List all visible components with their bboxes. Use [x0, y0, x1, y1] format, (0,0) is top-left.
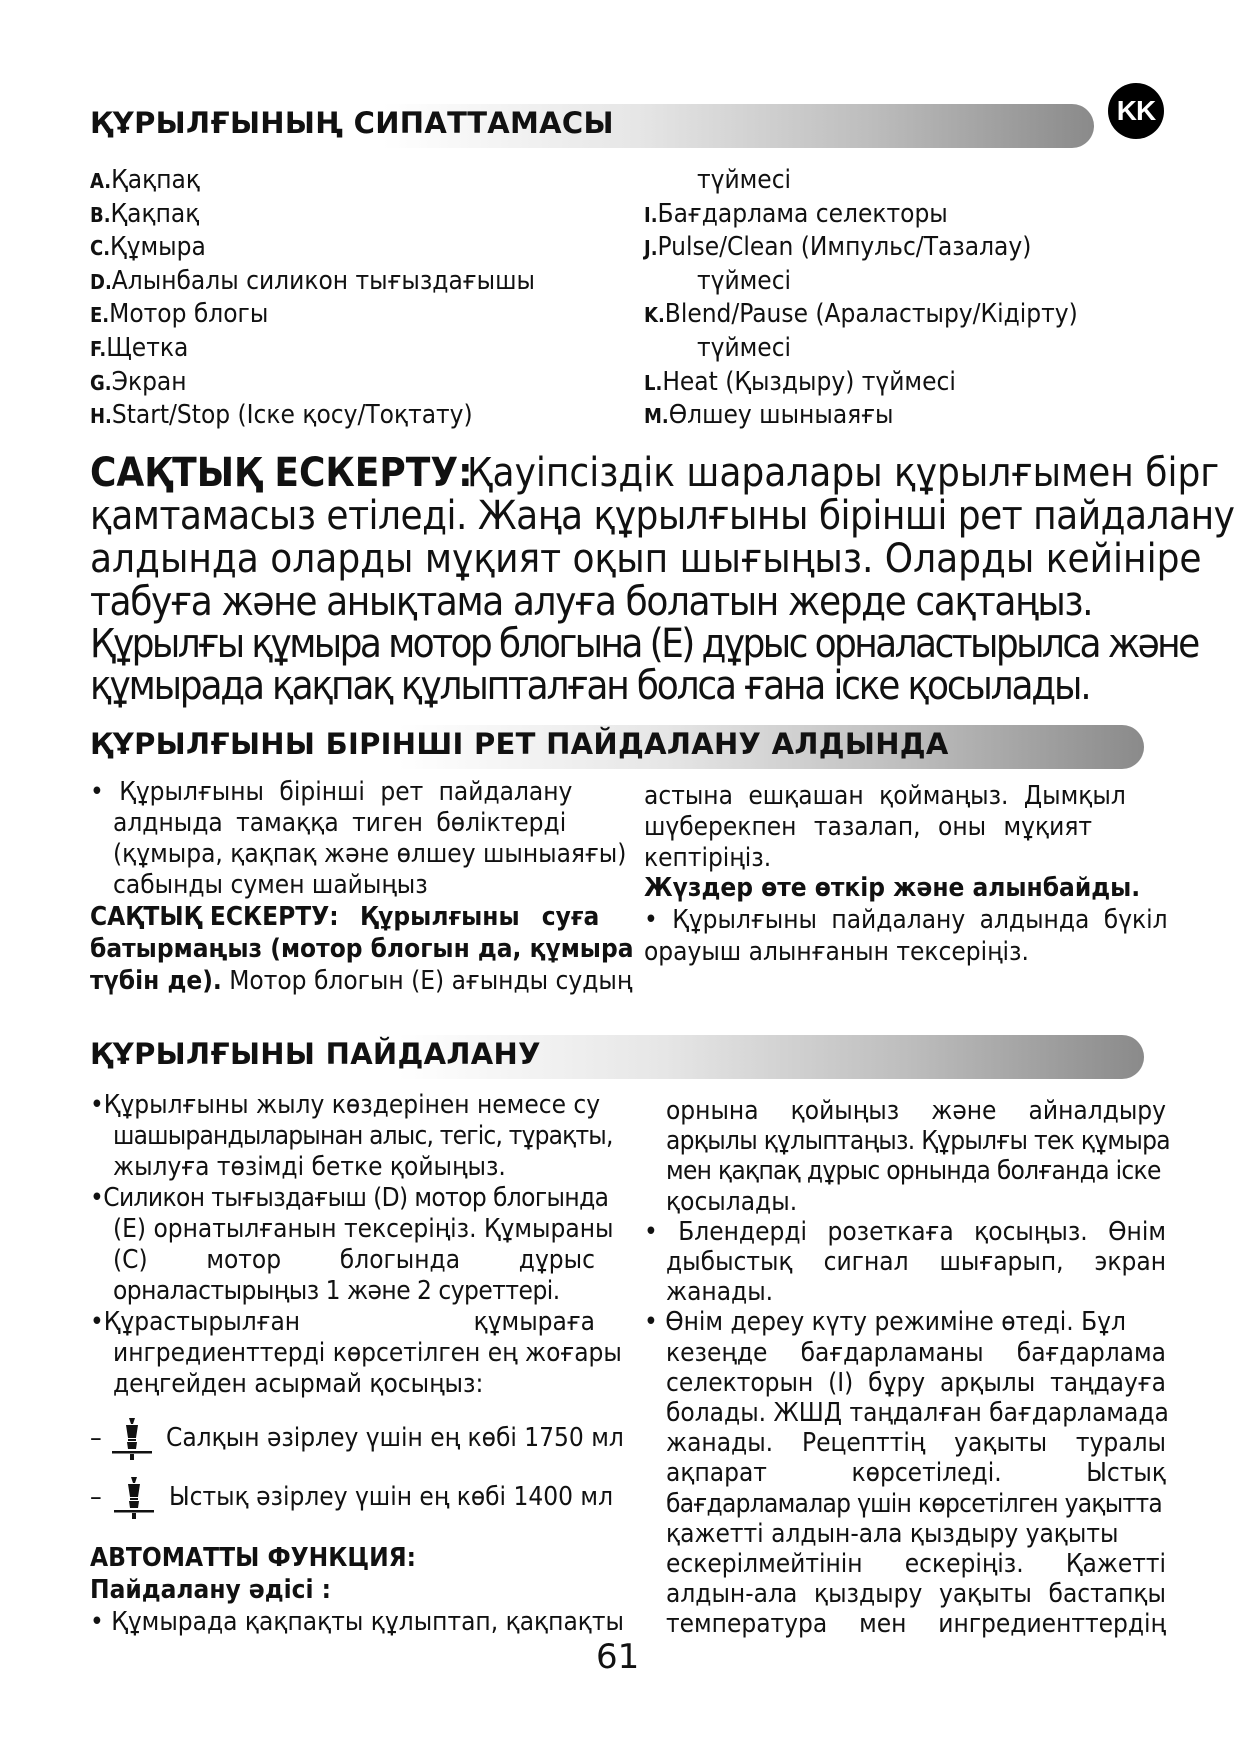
parts-list-item	[90, 367, 187, 398]
text-line: қосылады.	[666, 1186, 798, 1217]
text-line: кептіріңіз.	[644, 843, 772, 873]
parts-list-item	[697, 266, 791, 296]
part-name: Heat (Қыздыру) түймесі	[662, 366, 956, 397]
part-name: түймесі	[697, 265, 792, 296]
part-letter: B.	[90, 202, 111, 227]
parts-list-item	[644, 299, 1078, 330]
page-number: 61	[596, 1637, 640, 1677]
text-line: жылуға төзімді бетке қойыңыз.	[113, 1152, 506, 1182]
warning-line: табуға және анықтама алуға болатын жерде сақтаңыз.	[90, 579, 1093, 625]
part-name: түймесі	[697, 333, 792, 363]
dash: –	[90, 1482, 102, 1512]
part-name: Қақпақ	[111, 165, 200, 195]
text-line: • Өнім дереу күту режиміне өтеді. Бұл	[644, 1307, 1126, 1338]
bold-text: түбін де).	[90, 966, 222, 996]
hot-capacity-text: Ыстық әзірлеу үшін ең көбі 1400 мл	[169, 1482, 614, 1512]
text-line: орнына қойыңыз және айналдыру	[666, 1096, 1166, 1126]
part-letter: L.	[644, 370, 663, 395]
text-line: • Блендерді розеткаға қосыңыз. Өнім	[644, 1216, 1166, 1247]
parts-list-item	[90, 199, 199, 230]
parts-list-item	[90, 232, 206, 263]
dash: –	[90, 1423, 102, 1453]
part-letter: M.	[644, 404, 669, 429]
language-badge: KK	[1108, 83, 1164, 139]
text-line: мен қақпақ дұрыс орнында болғанда іске	[666, 1156, 1161, 1187]
warning-label: САҚТЫҚ ЕСКЕРТУ:	[90, 450, 473, 496]
section-title-using-device: ҚҰРЫЛҒЫНЫ ПАЙДАЛАНУ	[90, 1037, 541, 1071]
part-letter: J.	[644, 236, 658, 261]
part-letter: E.	[90, 303, 110, 328]
part-name: түймесі	[697, 165, 792, 195]
parts-list-item	[644, 400, 894, 431]
part-letter: C.	[90, 236, 111, 261]
text-line: арқылы құлыптаңыз. Құрылғы тек құмыра	[666, 1126, 1170, 1157]
text-line: •Силикон тығыздағыш (D) мотор блогында	[90, 1183, 609, 1213]
text-line: ингредиенттерді көрсетілген ең жоғары	[113, 1338, 622, 1368]
part-letter: F.	[90, 337, 107, 361]
bold-text: батырмаңыз (мотор блогын да, құмыра	[90, 934, 634, 964]
text-line: деңгейден асырмай қосыңыз:	[113, 1369, 484, 1399]
text-line: кезеңде бағдарламаны бағдарлама	[666, 1337, 1166, 1368]
text-line: ескерілмейтінін ескеріңіз. Қажетті	[666, 1549, 1166, 1579]
part-name: Қақпақ	[110, 198, 200, 229]
part-letter: I.	[644, 202, 658, 227]
parts-list-item	[644, 367, 956, 398]
part-letter: G.	[90, 370, 112, 395]
text-line: болады. ЖШД таңдалған бағдарламада	[666, 1398, 1169, 1428]
hot-blender-icon	[114, 1475, 154, 1519]
text-line: алдныда тамаққа тиген бөліктерді	[113, 808, 567, 838]
text-line: жанады. Рецепттің уақыты туралы	[666, 1428, 1166, 1459]
bold-text: Жүздер өте өткір және алынбайды.	[644, 873, 1141, 903]
warning-label: САҚТЫҚ ЕСКЕРТУ:	[90, 902, 339, 932]
part-name: Экран	[111, 366, 187, 397]
warning-line: қамтамасыз етіледі. Жаңа құрылғыны бірінші рет пайдалану	[90, 493, 1235, 539]
part-name: Бағдарлама селекторы	[657, 198, 948, 229]
text-line: алдын-ала қыздыру уақыты бастапқы	[666, 1579, 1166, 1610]
parts-list-item	[90, 400, 473, 431]
cold-capacity-text: Салқын әзірлеу үшін ең көбі 1750 мл	[166, 1423, 624, 1453]
text-line: сабынды сумен шайыңыз	[113, 870, 428, 900]
text-line: • Құрылғыны бірінші рет пайдалану	[90, 777, 573, 807]
text-line: • Құрылғыны пайдалану алдында бүкіл	[644, 905, 1168, 935]
part-name: Щетка	[106, 333, 189, 363]
part-name: Pulse/Clean (Импульс/Тазалау)	[657, 232, 1032, 263]
parts-list-item	[90, 333, 188, 364]
text-line: орауыш алынғанын тексеріңіз.	[644, 937, 1029, 967]
part-name: Blend/Pause (Араластыру/Кідірту)	[664, 299, 1078, 330]
text-line: • Құмырада қақпақты құлыптап, қақпақты	[90, 1607, 625, 1637]
parts-list-item	[697, 165, 791, 195]
cold-blender-icon	[112, 1416, 152, 1460]
part-letter: K.	[644, 303, 665, 328]
usage-title: Пайдалану әдісі :	[90, 1575, 332, 1605]
part-letter: A.	[90, 169, 112, 193]
text-line: жанады.	[666, 1277, 774, 1308]
text-line: температура мен ингредиенттердің	[666, 1609, 1166, 1640]
part-letter: H.	[90, 404, 112, 429]
text-line: шүберекпен тазалап, оны мұқият	[644, 812, 1093, 842]
text-line: бағдарламалар үшін көрсетілген уақытта	[666, 1488, 1163, 1519]
text-line: (C) мотор блогында дұрыс	[113, 1245, 595, 1275]
text-line: орналастырыңыз 1 және 2 суреттері.	[113, 1276, 560, 1306]
text-line	[90, 966, 632, 996]
warning-line: құмырада қақпақ құлыпталған болса ғана іске қосылады.	[90, 663, 1090, 709]
part-name: Құмыра	[110, 232, 206, 263]
parts-list-item	[644, 232, 1031, 263]
part-name: Алынбалы силикон тығыздағышы	[111, 265, 535, 296]
parts-list-item	[644, 199, 948, 230]
text-line: қажетті алдын-ала қыздыру уақыты	[666, 1518, 1119, 1549]
parts-list-item	[697, 333, 791, 363]
parts-list-item	[90, 266, 535, 297]
part-name: Start/Stop (Іске қосу/Тоқтату)	[111, 400, 473, 431]
text-line: селекторын (I) бұру арқылы таңдауға	[666, 1367, 1166, 1398]
text-line: ақпарат көрсетіледі. Ыстық	[666, 1458, 1166, 1489]
part-name: Мотор блогы	[109, 299, 269, 330]
text-line: астына ешқашан қоймаңыз. Дымқыл	[644, 781, 1126, 811]
parts-list-item	[90, 299, 268, 330]
warning-line: алдында оларды мұқият оқып шығыңыз. Оларды кейініре	[90, 536, 1202, 582]
parts-list-item	[90, 165, 200, 196]
section-title-description: ҚҰРЫЛҒЫНЫҢ СИПАТТАМАСЫ	[90, 106, 614, 140]
text-line: (құмыра, қақпақ және өлшеу шыныаяғы)	[113, 839, 627, 869]
text-line	[90, 902, 599, 932]
text: Мотор блогын (E) ағынды судың	[229, 966, 633, 996]
part-letter: D.	[90, 269, 112, 294]
text-line: •Құрылғыны жылу көздерінен немесе су	[90, 1090, 601, 1120]
text-line: (E) орнатылғанын тексеріңіз. Құмыраны	[113, 1214, 614, 1244]
part-name: Өлшеу шыныаяғы	[668, 400, 894, 431]
warning-line: Қауіпсіздік шаралары құрылғымен бірг	[467, 450, 1220, 496]
section-title-before-first-use: ҚҰРЫЛҒЫНЫ БІРІНШІ РЕТ ПАЙДАЛАНУ АЛДЫНДА	[90, 727, 949, 761]
text-line: •Құрастырылған құмыраға	[90, 1307, 595, 1337]
auto-function-title: АВТОМАТТЫ ФУНКЦИЯ:	[90, 1543, 417, 1573]
bold-text: Құрылғыны суға	[360, 902, 600, 932]
text-line: дыбыстық сигнал шығарып, экран	[666, 1247, 1166, 1277]
text-line: шашырандыларынан алыс, тегіс, тұрақты,	[113, 1121, 613, 1151]
warning-line: Құрылғы құмыра мотор блогына (E) дұрыс орналастырылса және	[90, 621, 1198, 667]
